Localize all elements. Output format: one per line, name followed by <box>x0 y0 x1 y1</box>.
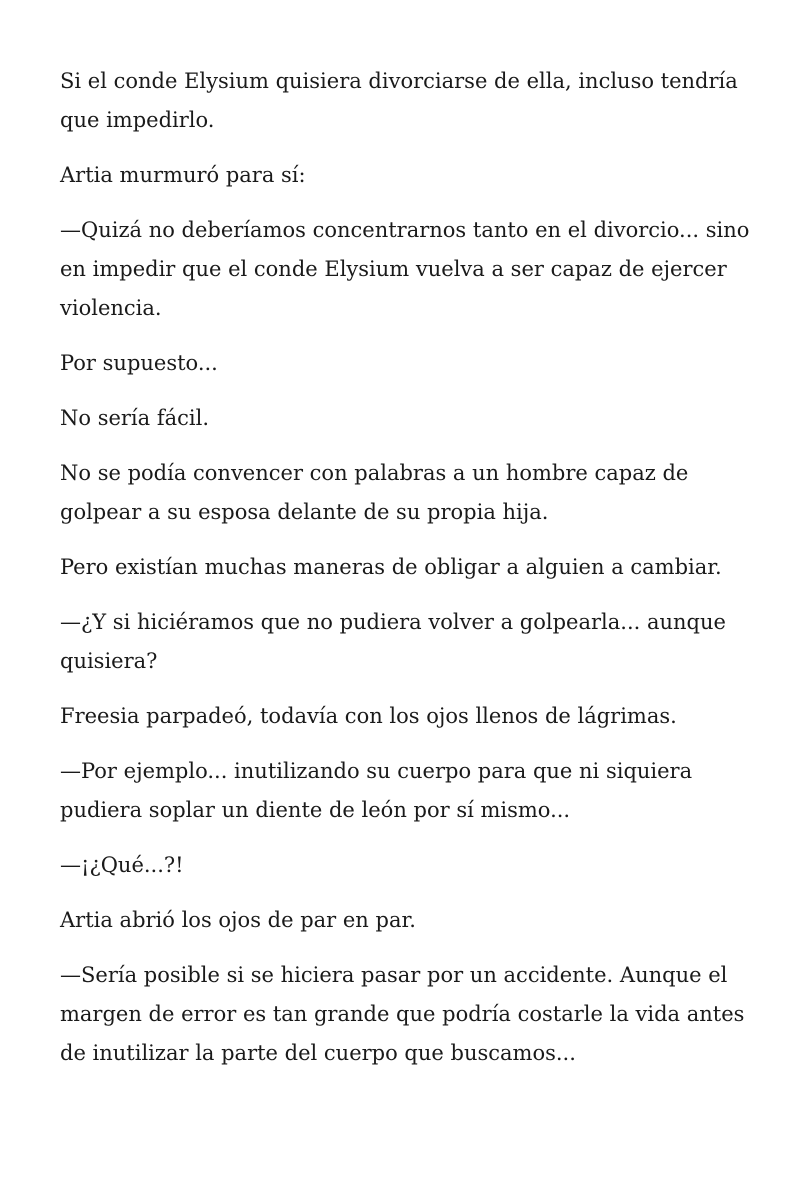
paragraph: No se podía convencer con palabras a un hombre capaz de golpear a su esposa delante de su propia hija. <box>60 461 689 524</box>
paragraph: Por supuesto... <box>60 351 218 375</box>
paragraph: Pero existían muchas maneras de obligar a alguien a cambiar. <box>60 555 722 579</box>
paragraph: Artia abrió los ojos de par en par. <box>60 908 416 932</box>
paragraph: Si el conde Elysium quisiera divorciarse de ella, incluso tendría que impedirlo. <box>60 69 738 132</box>
paragraph: —¡¿Qué...?! <box>60 853 184 877</box>
paragraph: —Quizá no deberíamos concentrarnos tanto en el divorcio... sino en impedir que el conde Elysium vuelva a ser capaz de ejercer violencia. <box>60 218 750 320</box>
paragraph: Freesia parpadeó, todavía con los ojos llenos de lágrimas. <box>60 704 677 728</box>
paragraph: —Por ejemplo... inutilizando su cuerpo para que ni siquiera pudiera soplar un diente de león por sí mismo... <box>60 759 693 822</box>
paragraph: Artia murmuró para sí: <box>60 163 306 187</box>
paragraph: No sería fácil. <box>60 406 210 430</box>
paragraph: —Sería posible si se hiciera pasar por un accidente. Aunque el margen de error es tan grande que podría costarle la vida antes de inutilizar la parte del cuerpo que buscamos... <box>60 963 745 1065</box>
paragraph: —¿Y si hiciéramos que no pudiera volver a golpearla... aunque quisiera? <box>60 610 726 673</box>
reading-page <box>60 62 750 1089</box>
